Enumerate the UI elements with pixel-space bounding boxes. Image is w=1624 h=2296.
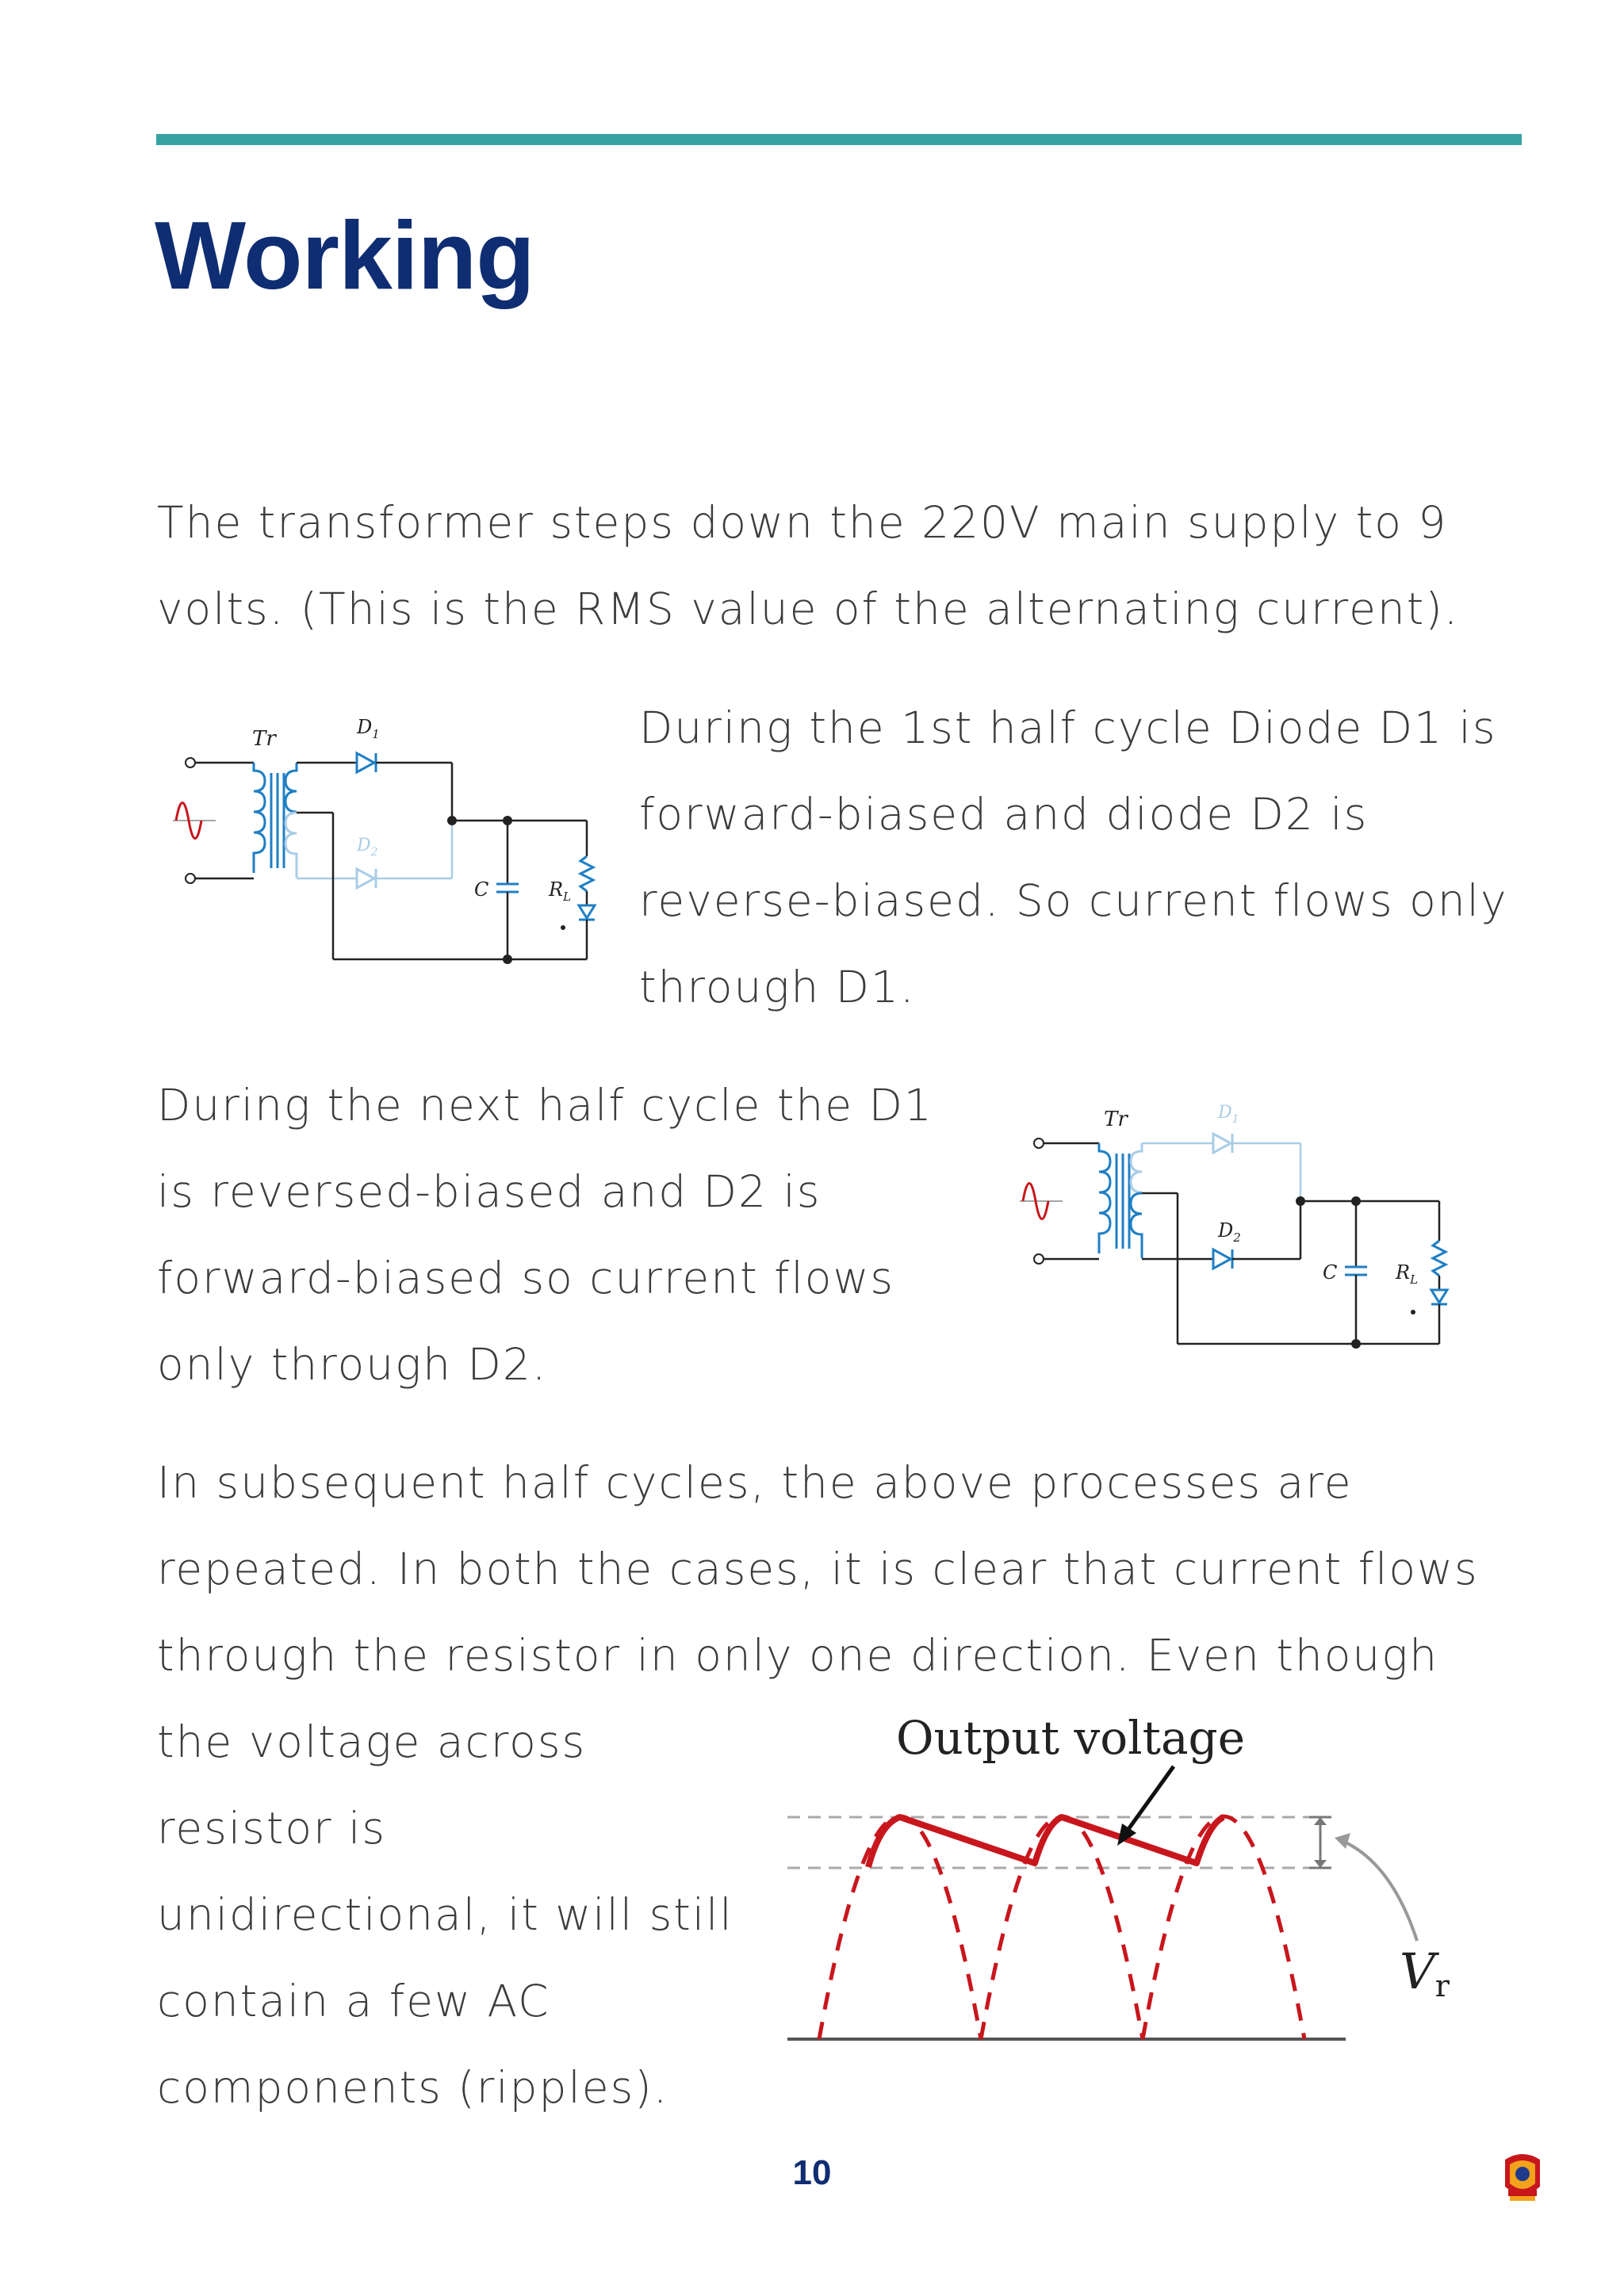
label-d1: $D_1$ xyxy=(357,716,380,741)
paragraph-next-half-cycle: During the next half cycle the D1 is reversed-biased and D2 is forward-biased so current flows only through D2. xyxy=(157,1080,933,1390)
label-d2: $D_2$ xyxy=(1218,1219,1241,1245)
label-transformer: Tr xyxy=(1104,1108,1128,1131)
circuit-diagram-d1-conducting xyxy=(159,698,619,983)
label-load: $R_L$ xyxy=(1396,1261,1419,1287)
diode-d2 xyxy=(1213,1249,1232,1269)
paragraph-transformer: The transformer steps down the 220V main supply to 9 volts. (This is the RMS value of the alternating current). xyxy=(157,497,1460,634)
diode-d1-faded xyxy=(1213,1134,1232,1153)
paragraph-ripples: the voltage across resistor is unidirectional, it will still contain a few AC components (ripples). xyxy=(157,1716,733,2113)
diode-d1 xyxy=(357,753,376,772)
output-voltage-ripple-figure xyxy=(773,1705,1471,2061)
label-transformer: Tr xyxy=(252,727,276,751)
circuit-diagram-d2-conducting xyxy=(999,1086,1475,1356)
diode-d2-faded xyxy=(357,869,376,888)
page-number: 10 xyxy=(792,2153,832,2192)
header-rule xyxy=(156,134,1522,145)
led-icon xyxy=(1431,1290,1447,1303)
emblem-icon xyxy=(1499,2149,1546,2204)
ripple-figure-title: Output voltage xyxy=(896,1711,1246,1765)
label-load: $R_L$ xyxy=(549,878,572,904)
led-icon xyxy=(579,905,595,918)
label-capacitor: C xyxy=(474,878,489,901)
label-d1: $D_1$ xyxy=(1218,1103,1239,1126)
paragraph-first-half-cycle: During the 1st half cycle Diode D1 is forward-biased and diode D2 is reverse-biased. So current flows only through D1. xyxy=(639,702,1508,1012)
transformer-primary-coil xyxy=(254,763,265,873)
label-d2: $D_2$ xyxy=(357,836,378,859)
paragraph-subsequent-cycles: In subsequent half cycles, the above processes are repeated. In both the cases, it is clear that current flows through the resistor in only one direction. Even though xyxy=(157,1457,1479,1681)
page-title: Working xyxy=(155,201,534,309)
label-capacitor: C xyxy=(1323,1261,1338,1284)
ripple-voltage-label: Vr xyxy=(1400,1942,1450,2003)
half-wave-1 xyxy=(819,1816,981,2039)
